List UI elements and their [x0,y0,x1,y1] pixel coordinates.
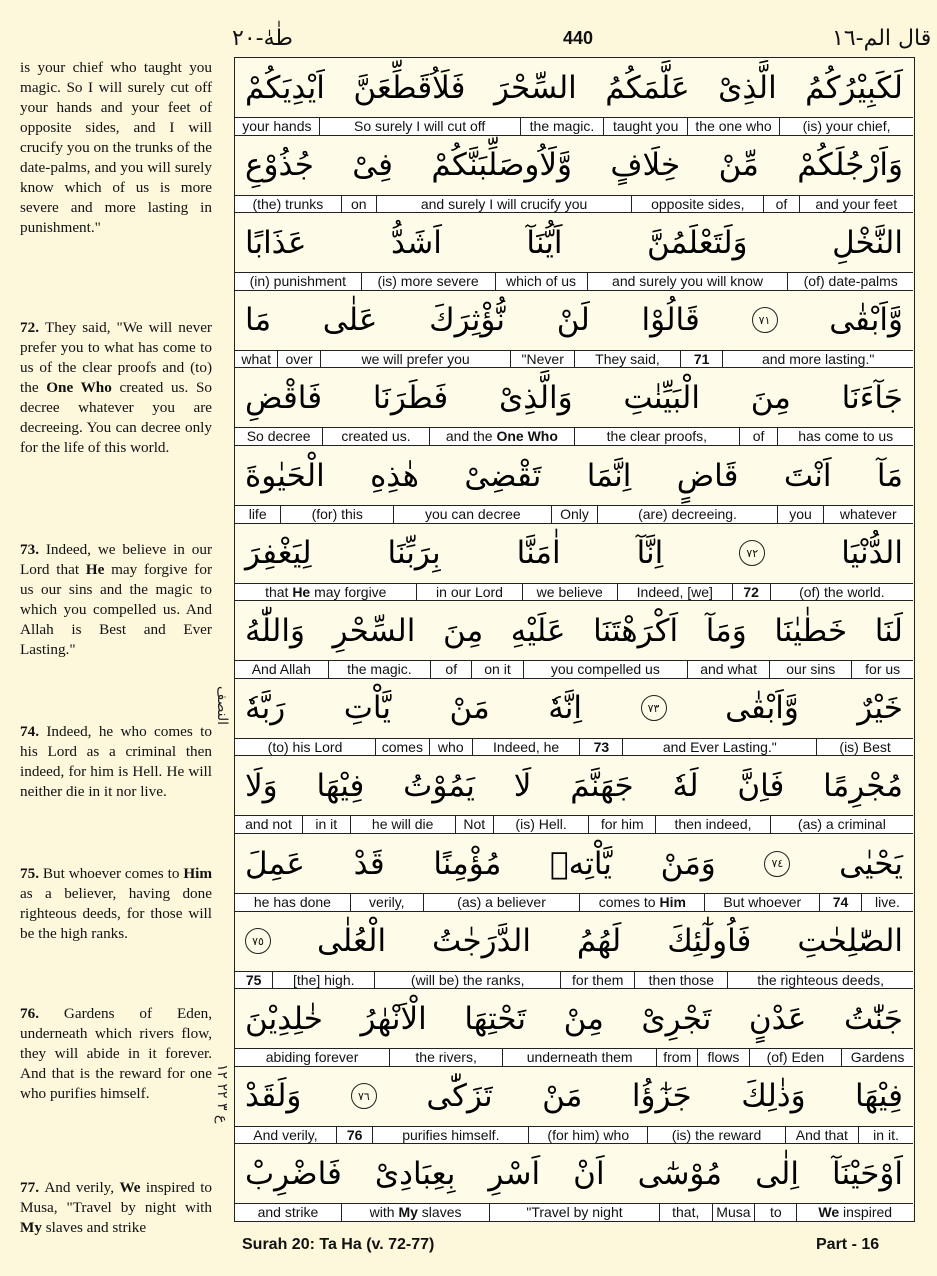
arabic-word: لَنْ [556,302,590,339]
arabic-word: جَنّٰتُ [843,1000,903,1037]
arabic-word: قَالُوْا [641,302,700,339]
arabic-word: لَا [513,767,532,804]
verse-row [235,912,913,990]
verse-number: 73. [20,541,46,558]
arabic-word: جَهَنَّمَ [570,767,634,804]
arabic-word: خٰلِدِيْنَ [245,1000,323,1037]
arabic-word: فَاقْضِ [245,379,323,416]
arabic-word: الْعُلٰى [316,923,387,960]
verse-row [235,291,913,369]
gloss-line [235,272,913,291]
arabic-word: عَلَيْهِ [510,612,566,649]
arabic-word: نُّؤْثِرَكَ [429,302,506,339]
gloss-cell: and your feet [799,196,913,213]
gloss-cell: and Ever Lasting." [622,739,816,756]
verse-row [235,213,913,291]
verse-row [235,524,913,602]
gloss-cell: on [341,196,376,213]
arabic-word: بِرَبِّنَا [387,535,441,572]
gloss-cell: the magic. [328,661,431,678]
gloss-cell: you compelled us [523,661,687,678]
arabic-word: اَيُّنَآ [526,224,563,261]
gloss-cell: (of) the world. [770,584,913,601]
verse-row [235,136,913,214]
gloss-line [235,195,913,214]
arabic-word: مِنْ [563,1000,604,1037]
gloss-cell: (is) Best [816,739,913,756]
arabic-word: اَسْرِ [488,1155,541,1192]
footer-part-number: Part - 16 [816,1236,880,1253]
arabic-word: خَطٰيٰنَا [774,612,848,649]
verse-number: 76. [20,1005,64,1022]
page-number: 440 [563,28,594,48]
gloss-cell: of [430,661,471,678]
gloss-line [235,1203,913,1222]
gloss-cell: in it. [858,1127,913,1144]
arabic-line [235,601,913,660]
gloss-cell: Indeed, he [472,739,580,756]
arabic-word: تَقْضِىْ [464,457,542,494]
arabic-word: يَّاْتِهٖ [550,845,612,882]
gloss-line [235,971,913,990]
arabic-word: مَنْ [449,690,490,727]
arabic-line [235,912,913,971]
gloss-cell: has come to us [777,428,913,445]
arabic-word: الْحَيٰوةَ [245,457,325,494]
arabic-word: لَنَا [874,612,903,649]
arabic-line [235,834,913,893]
gloss-cell: life [248,506,267,522]
gloss-cell: which of us [495,273,587,290]
gloss-cell: the clear proofs, [574,428,739,445]
gloss-verse-number: 73 [579,739,622,756]
arabic-word: اَوْحَيْنَآ [832,1155,903,1192]
gloss-cell: you can decree [393,506,551,523]
verse-row [235,58,913,136]
arabic-word: الدَّرَجٰتُ [432,923,531,960]
verse-number: 72. [20,319,46,336]
arabic-word: فَطَرَنَا [372,379,449,416]
translation-paragraph: 77. And verily, We inspired to Musa, "Travel by night with My slaves and strike [20,1179,213,1236]
arabic-line [235,136,913,195]
gloss-cell: "Travel by night [489,1204,659,1221]
gloss-cell: your hands [242,118,312,134]
arabic-word: قَاضٍ [676,457,739,494]
verse-row [235,1144,913,1222]
arabic-word: وَّاَبْقٰى [829,302,903,339]
arabic-word: وَلَقَدْ [245,1078,302,1115]
gloss-cell: to [754,1204,796,1221]
arabic-word: فِىْ [352,147,393,184]
verse-row [235,368,913,446]
translation-paragraph: 75. But whoever comes to Him as a believer, having done righteous deeds, for those will be the high ranks. [20,865,212,942]
arabic-word: اَنْتَ [783,457,832,494]
verse-row [235,756,913,834]
gloss-cell: (for him) who [528,1127,647,1144]
arabic-word: وَمَآ [705,612,747,649]
gloss-line [235,738,913,757]
verse-number: 75. [20,865,43,882]
gloss-cell: underneath them [502,1049,656,1066]
arabic-word: جَآءَنَا [841,379,903,416]
gloss-cell: And that [785,1127,858,1144]
gloss-cell: of [739,428,778,445]
gloss-cell: Indeed, [we] [617,584,732,601]
ayah-end-marker: ٧٥ [245,928,271,954]
arabic-line [235,291,913,350]
arabic-word: وَاللّٰهُ [245,612,305,649]
margin-mark-ruku: ع ٣ ٢٢ ١٢ [214,1064,230,1124]
arabic-word: وَاَرْجُلَكُمْ [797,147,903,184]
gloss-cell: taught you [603,118,687,135]
arabic-word: الصّٰلِحٰتِ [797,923,903,960]
arabic-word: تَحْتِهَا [464,1000,527,1037]
arabic-line [235,1067,913,1126]
verse-number: 77. [20,1179,45,1196]
word-by-word-grid [234,57,915,1222]
gloss-cell: (the) trunks [252,195,324,212]
gloss-cell: And verily, [253,1126,318,1143]
gloss-cell: whatever [823,506,913,523]
gloss-line [235,350,913,369]
arabic-word: مِنَ [750,379,791,416]
arabic-word: النَّخْلِ [832,224,903,261]
gloss-cell: and the One Who [429,428,574,445]
gloss-verse-number: 74 [819,894,861,911]
gloss-cell: (of) date-palms [787,273,913,290]
gloss-cell: Musa [712,1204,754,1221]
arabic-line [235,679,913,738]
gloss-cell: of [763,196,798,213]
ayah-end-marker: ٧٢ [739,540,765,566]
gloss-line [235,1048,913,1067]
arabic-word: وَلَا [245,767,278,804]
gloss-cell: (as) a criminal [770,816,913,833]
arabic-line [235,524,913,583]
gloss-cell: then indeed, [655,816,770,833]
arabic-word: السِّحْرَ [493,69,577,106]
verse-row [235,446,913,524]
gloss-cell: (to) his Lord [267,738,343,755]
gloss-verse-number: 75 [245,971,262,988]
arabic-word: مُؤْمِنًا [433,845,502,882]
gloss-cell: purifies himself. [372,1127,528,1144]
arabic-word: مَا [245,302,272,339]
gloss-cell: that He may forgive [265,583,387,600]
gloss-cell: who [429,739,472,756]
gloss-cell: opposite sides, [631,196,763,213]
gloss-cell: And Allah [251,661,311,678]
arabic-word: عَلٰى [322,302,378,339]
gloss-cell: comes [375,739,429,756]
arabic-word: مَآ [876,457,903,494]
arabic-word: عَلَّمَكُمُ [605,69,690,106]
gloss-verse-number: 71 [680,351,722,368]
gloss-cell: We inspired [796,1204,913,1221]
arabic-word: مَنْ [542,1078,583,1115]
gloss-cell: (are) decreeing. [597,506,778,523]
arabic-word: وَّلَاُوصَلِّبَنَّكُمْ [431,147,573,184]
gloss-line [235,427,913,446]
gloss-cell: then those [634,972,727,989]
gloss-cell: "Never [510,351,574,368]
gloss-cell: (as) a believer [423,894,579,911]
arabic-word: تَزَكّٰى [426,1078,493,1115]
gloss-cell: he has done [253,894,331,910]
gloss-cell: verily, [350,894,423,911]
gloss-cell: the rivers, [389,1049,502,1066]
arabic-word: مِّنْ [718,147,759,184]
arabic-line [235,1144,913,1203]
translation-paragraph: 74. Indeed, he who comes to his Lord as a criminal then indeed, for him is Hell. He will neither die in it nor live. [20,723,212,800]
arabic-word: اَنْ [573,1155,605,1192]
gloss-cell: the righteous deeds, [727,972,913,989]
gloss-cell: created us. [322,428,429,445]
ayah-end-marker: ٧٣ [641,695,667,721]
header-part-arabic: قال الم-١٦ [832,26,932,51]
arabic-word: لِيَغْفِرَ [245,535,312,572]
gloss-cell: Gardens [841,1049,913,1066]
arabic-word: اٰمَنَّا [516,535,561,572]
arabic-line [235,756,913,815]
gloss-cell: and strike [257,1204,319,1221]
gloss-cell: Not [455,816,493,833]
arabic-word: اَكْرَهْتَنَا [593,612,679,649]
arabic-word: عَمِلَ [245,845,305,882]
arabic-word: اَشَدُّ [391,224,442,261]
arabic-word: عَذَابًا [245,224,307,261]
gloss-cell: (will be) the ranks, [374,972,560,989]
arabic-word: خِلَافٍ [610,147,681,184]
gloss-cell: in it [302,816,350,833]
gloss-cell: we believe [522,584,617,601]
gloss-cell: that, [659,1204,712,1221]
gloss-cell: abiding forever [265,1049,359,1066]
gloss-cell: (is) more severe [361,273,495,290]
arabic-word: يَّاْتِ [343,690,391,727]
arabic-word: يَحْيٰى [839,845,903,882]
gloss-cell: we will prefer you [320,351,511,368]
gloss-cell: flows [697,1049,748,1066]
gloss-cell: (is) the reward [647,1127,784,1144]
gloss-verse-number: 76 [336,1127,373,1144]
arabic-word: اَيْدِيَكُمْ [245,69,325,106]
gloss-cell: So decree [246,428,311,445]
gloss-cell: the magic. [520,118,604,135]
arabic-word: لَهُمُ [576,923,622,960]
arabic-word: مِنَ [442,612,484,649]
gloss-cell: he will die [350,816,455,833]
gloss-line [235,505,913,524]
arabic-word: وَلَتَعْلَمُنَّ [647,224,748,261]
gloss-cell: for us [851,661,913,678]
arabic-word: فَاِنَّ [737,767,785,804]
verse-row [235,834,913,912]
gloss-line [235,815,913,834]
arabic-word: وَذٰلِكَ [741,1078,806,1115]
arabic-word: الْاَنْهٰرُ [360,1000,427,1037]
gloss-cell: But whoever [704,894,819,911]
gloss-cell: you [777,506,822,523]
footer-surah-title: Surah 20: Ta Ha (v. 72-77) [242,1236,435,1253]
arabic-word: جَزٰٓؤُا [631,1078,692,1115]
arabic-word: هٰذِهِ [370,457,419,494]
header-surah-arabic: طٰهٰ-٢٠ [232,26,293,51]
arabic-line [235,446,913,505]
arabic-word: فِيْهَا [316,767,365,804]
arabic-word: بِعِبَادِىْ [374,1155,456,1192]
arabic-word: وَّاَبْقٰى [725,690,799,727]
arabic-word: فَاُولٰٓئِكَ [667,923,752,960]
arabic-word: رَبَّهٗ [245,690,286,727]
arabic-word: مُوْسٰٓى [637,1155,723,1192]
arabic-line [235,213,913,272]
arabic-word: لَكَبِيْرُكُمُ [805,69,903,106]
gloss-cell: (is) Hell. [493,816,588,833]
gloss-cell: for them [560,972,634,989]
gloss-cell: (in) punishment [249,273,347,290]
translation-paragraph: 76. Gardens of Eden, underneath which rivers flow, they will abide in it forever. And that is the reward for one who purifies himself. [20,1005,212,1102]
arabic-word: فَاضْرِبْ [245,1155,342,1192]
arabic-word: تَجْرِىْ [641,1000,712,1037]
gloss-cell: and more lasting." [722,351,913,368]
ayah-end-marker: ٧٦ [351,1083,377,1109]
arabic-word: اِنَّآ [636,535,664,572]
gloss-verse-number: 72 [732,584,770,601]
arabic-word: السِّحْرِ [332,612,416,649]
translation-paragraph: 72. They said, "We will never prefer you to what has come to us of the clear proofs and (to) the One Who created us. So decree whatever you are decreeing. You can decree only for the life of this world. [20,319,212,456]
arabic-word: فَلَاُقَطِّعَنَّ [353,69,466,106]
margin-mark-upper: النصف [214,686,230,726]
gloss-cell: [the] high. [272,972,374,989]
gloss-cell: in our Lord [416,584,521,601]
gloss-cell: and surely you will know [587,273,788,290]
translation-paragraph: is your chief who taught you magic. So I will surely cut off your hands and your feet of opposite sides, and I will crucify you on the trunks of the date-palms, and you will surely know which of us is more severe and more lasting in punishment." [20,59,212,236]
arabic-word: اِنَّهٗ [548,690,583,727]
gloss-cell: live. [861,894,913,911]
ayah-end-marker: ٧١ [752,307,778,333]
arabic-word: الدُّنْيَا [841,535,903,572]
verse-row [235,601,913,679]
gloss-cell: from [656,1049,697,1066]
arabic-word: جُذُوْعِ [245,147,314,184]
verse-row [235,989,913,1067]
arabic-word: عَدْنٍ [748,1000,807,1037]
translation-paragraph: 73. Indeed, we believe in our Lord that He may forgive for us our sins and the magic to which you compelled us. And Allah is Best and Ever Lasting." [20,541,213,658]
gloss-cell: (for) this [280,506,393,523]
gloss-line [235,893,913,912]
gloss-cell: for him [588,816,655,833]
gloss-cell: with My slaves [341,1204,489,1221]
arabic-word: اِلٰى [755,1155,799,1192]
gloss-cell: on it [471,661,522,678]
gloss-cell: Only [551,506,596,523]
verse-row [235,679,913,757]
arabic-word: اِنَّمَا [586,457,632,494]
gloss-cell: (of) Eden [749,1049,841,1066]
arabic-word: وَالَّذِىْ [499,379,573,416]
arabic-word: فِيْهَا [855,1078,903,1115]
gloss-cell: the one who [687,118,779,135]
arabic-word: مُجْرِمًا [823,767,903,804]
gloss-cell: and not [245,816,292,833]
arabic-line [235,368,913,427]
ayah-end-marker: ٧٤ [764,851,790,877]
gloss-cell: and surely I will crucify you [376,196,631,213]
verse-number: 74. [20,723,47,740]
gloss-cell: and what [687,661,769,678]
arabic-word: الَّذِىْ [718,69,777,106]
gloss-cell: So surely I will cut off [319,118,520,135]
gloss-line [235,117,913,136]
gloss-cell: our sins [769,661,851,678]
gloss-cell: what [241,350,271,367]
arabic-word: الْبَيِّنٰتِ [623,379,700,416]
gloss-cell: over [277,351,319,368]
arabic-word: يَمُوْتُ [403,767,475,804]
arabic-word: وَمَنْ [660,845,716,882]
arabic-line [235,989,913,1048]
arabic-line [235,58,913,117]
verse-row [235,1067,913,1145]
arabic-word: قَدْ [353,845,385,882]
gloss-cell: They said, [574,351,680,368]
gloss-line [235,1126,913,1145]
gloss-cell: (is) your chief, [779,118,913,135]
gloss-cell: comes to Him [579,894,704,911]
gloss-line [235,660,913,679]
arabic-word: لَهٗ [672,767,699,804]
arabic-word: خَيْرٌ [857,690,903,727]
gloss-line [235,583,913,602]
